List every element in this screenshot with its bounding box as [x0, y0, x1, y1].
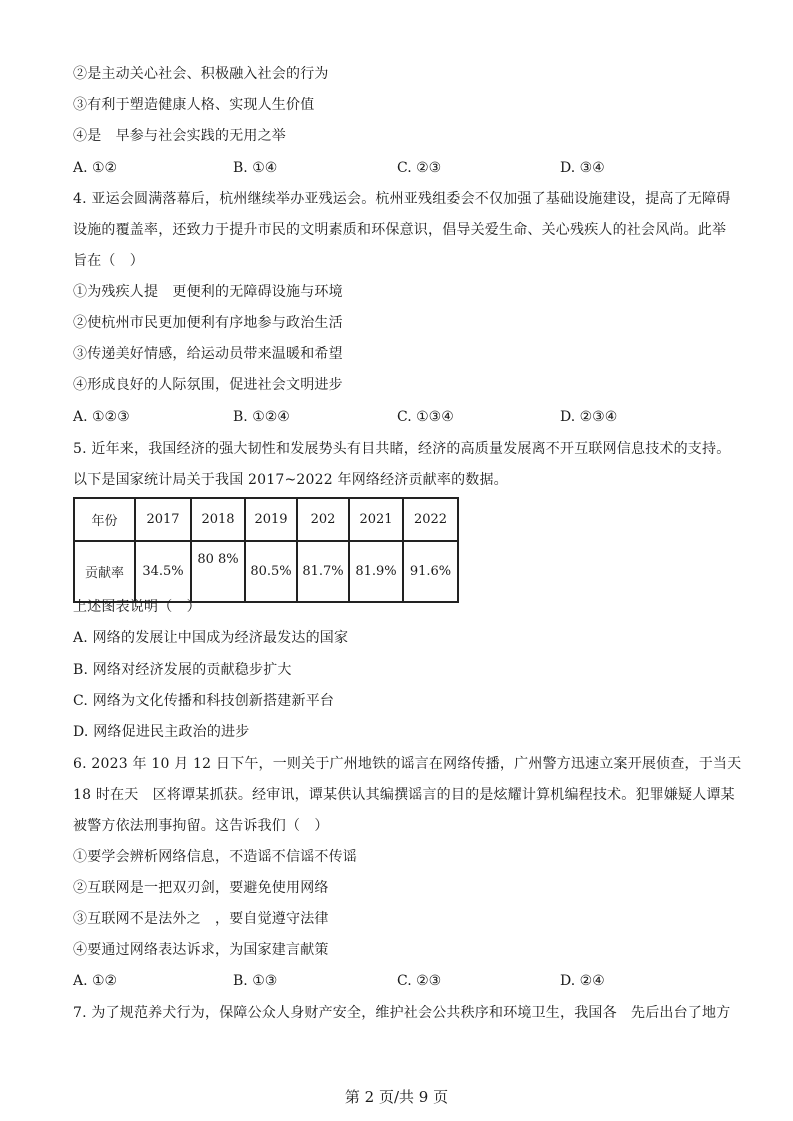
q4-statement-1: ①为残疾人提 更便利的无障碍设施与环境 — [73, 284, 343, 300]
table-cell: 80 8% — [191, 541, 245, 602]
table-cell: 81.9% — [349, 541, 403, 602]
q3-answer-choices — [73, 158, 733, 178]
table-cell: 81.7% — [297, 541, 349, 602]
choice-b: B. ①②④ — [233, 409, 290, 425]
q4-stem-line-1: 4. 亚运会圆满落幕后，杭州继续举办亚残运会。杭州亚残组委会不仅加强了基础设施建设，提高了无障碍 — [73, 191, 731, 207]
table-cell: 2022 — [403, 498, 458, 541]
option-line-2: ②是主动关心社会、积极融入社会的行为 — [73, 66, 329, 82]
q4-answer-choices — [73, 407, 733, 427]
choice-b: B. ①③ — [233, 973, 278, 989]
q5-choice-c: C. 网络为文化传播和科技创新搭建新平台 — [73, 693, 335, 709]
q6-answer-choices — [73, 971, 733, 991]
q7-stem-line-1: 7. 为了规范养犬行为，保障公众人身财产安全，维护社会公共秩序和环境卫生，我国各 先后出台了地方 — [73, 1005, 731, 1021]
q4-statement-4: ④形成良好的人际氛围，促进社会文明进步 — [73, 377, 343, 393]
q6-statement-4: ④要通过网络表达诉求，为国家建言献策 — [73, 942, 329, 958]
q4-statement-2: ②使杭州市民更加便利有序地参与政治生活 — [73, 315, 343, 331]
q6-statement-2: ②互联网是一把双刃剑，要避免使用网络 — [73, 880, 329, 896]
option-line-4: ④是 早参与社会实践的无用之举 — [73, 128, 286, 144]
q6-statement-3: ③互联网不是法外之 ，要自觉遵守法律 — [73, 911, 329, 927]
choice-c: C. ②③ — [397, 160, 442, 176]
table-cell: 2019 — [245, 498, 297, 541]
option-line-3: ③有利于塑造健康人格、实现人生价值 — [73, 97, 315, 113]
contribution-rate-table — [73, 497, 459, 603]
choice-b: B. ①④ — [233, 160, 278, 176]
table-cell: 80.5% — [245, 541, 297, 602]
q6-stem-line-2: 18 时在天 区将谭某抓获。经审讯，谭某供认其编撰谣言的目的是炫耀计算机编程技术。犯罪嫌疑人谭某 — [73, 787, 735, 803]
choice-a: A. ①② — [73, 973, 118, 989]
q5-choice-d: D. 网络促进民主政治的进步 — [73, 724, 250, 740]
q5-choice-a: A. 网络的发展让中国成为经济最发达的国家 — [73, 630, 349, 646]
q6-statement-1: ①要学会辨析网络信息，不造谣不信谣不传谣 — [73, 849, 357, 865]
table-row — [74, 541, 458, 602]
choice-d: D. ②④ — [560, 973, 605, 989]
table-cell: 34.5% — [135, 541, 191, 602]
choice-d: D. ③④ — [560, 160, 605, 176]
choice-d: D. ②③④ — [560, 409, 618, 425]
choice-a: A. ①② — [73, 160, 118, 176]
choice-c: C. ②③ — [397, 973, 442, 989]
table-cell: 2018 — [191, 498, 245, 541]
table-cell: 贡献率 — [74, 541, 135, 602]
table-cell: 91.6% — [403, 541, 458, 602]
q5-prompt: 上述图表说明（ ） — [73, 599, 201, 615]
q6-stem-line-3: 被警方依法刑事拘留。这告诉我们（ ） — [73, 818, 329, 834]
page-footer: 第 2 页/共 9 页 — [344, 1088, 449, 1106]
q5-stem-line-1: 5. 近年来，我国经济的强大韧性和发展势头有目共睹，经济的高质量发展离不开互联网信息技术的支持。 — [73, 441, 731, 457]
q4-stem-line-2: 设施的覆盖率，还致力于提升市民的文明素质和环保意识，倡导关爱生命、关心残疾人的社会风尚。此举 — [73, 222, 727, 238]
q4-stem-line-3: 旨在（ ） — [73, 253, 144, 269]
table-header-row — [74, 498, 458, 541]
table-cell: 2017 — [135, 498, 191, 541]
q5-stem-line-2: 以下是国家统计局关于我国 2017~2022 年网络经济贡献率的数据。 — [73, 472, 508, 488]
q4-statement-3: ③传递美好情感，给运动员带来温暖和希望 — [73, 346, 343, 362]
choice-c: C. ①③④ — [397, 409, 454, 425]
table-cell: 年份 — [74, 498, 135, 541]
q6-stem-line-1: 6. 2023 年 10 月 12 日下午，一则关于广州地铁的谣言在网络传播，广州警方迅速立案开展侦查，于当天 — [73, 756, 742, 772]
choice-a: A. ①②③ — [73, 409, 130, 425]
table-cell: 202 — [297, 498, 349, 541]
q5-choice-b: B. 网络对经济发展的贡献稳步扩大 — [73, 662, 292, 678]
table-cell: 2021 — [349, 498, 403, 541]
